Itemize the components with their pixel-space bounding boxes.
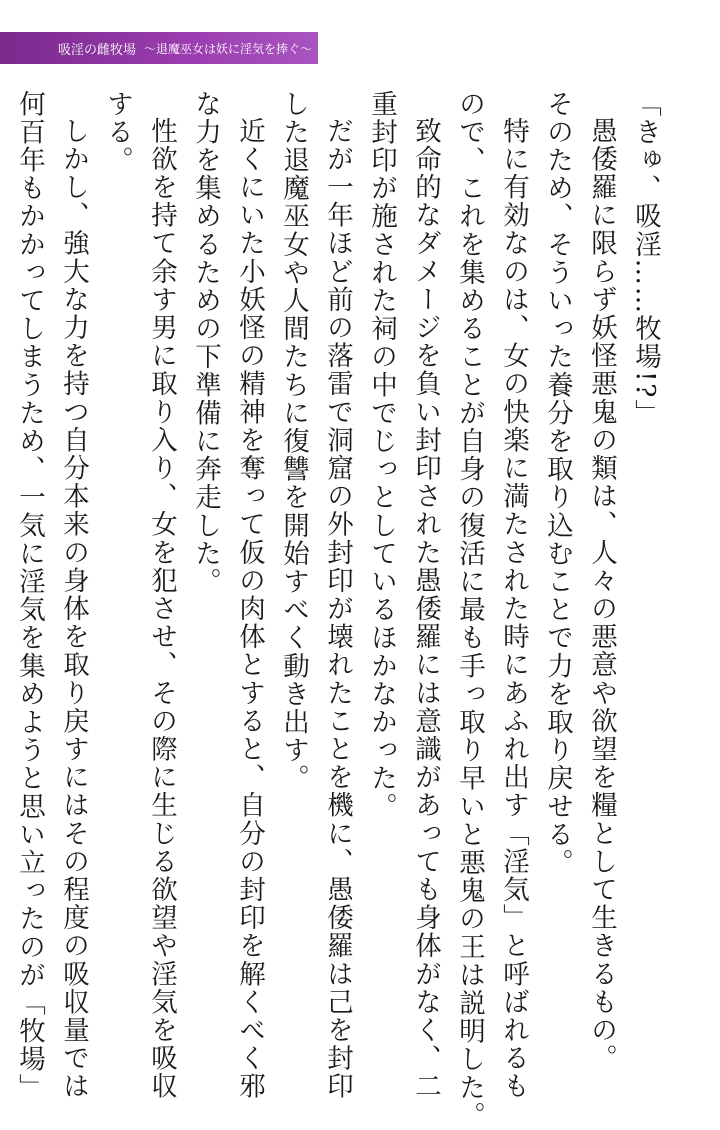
text-line: 致命的なダメージを負い封印された愚倭羅には意識があっても身体がなく、二	[410, 117, 441, 1101]
book-title: 吸淫の雌牧場	[58, 42, 137, 58]
text-line: そのため、そういった養分を取り込むことで力を取り戻せる。	[542, 90, 573, 877]
text-line: 「きゅ、吸淫……牧場!?」	[630, 90, 661, 428]
text-line: な力を集めるための下準備に奔走した。	[190, 90, 221, 596]
text-line: ので、これを集めることが自身の復活に最も手っ取り早いと悪鬼の王は説明した。	[454, 90, 485, 1130]
text-line: 何百年もかかってしまうため、一気に淫気を集めようと思い立ったのが「牧場」	[14, 90, 45, 1102]
header-bar	[0, 32, 318, 64]
text-line: した退魔巫女や人間たちに復讐を開始すべく動き出す。	[278, 90, 309, 793]
text-line: 重封印が施された祠の中でじっとしているほかなかった。	[366, 90, 397, 821]
vertical-text-body	[14, 90, 664, 1130]
text-line: 性欲を持て余す男に取り入り、女を犯させ、その際に生じる欲望や淫気を吸収	[146, 117, 177, 1101]
text-line: しかし、強大な力を持つ自分本来の身体を取り戻すにはその程度の吸収量では	[58, 117, 89, 1101]
text-line: 愚倭羅に限らず妖怪悪鬼の類は、人々の悪意や欲望を糧として生きるもの。	[586, 117, 617, 1073]
text-line: する。	[102, 90, 133, 175]
text-line: 近くにいた小妖怪の精神を奪って仮の肉体とすると、自分の封印を解くべく邪	[234, 117, 265, 1101]
book-subtitle: ～退魔巫女は妖に淫気を捧ぐ～	[144, 41, 313, 56]
text-line: だが一年ほど前の落雷で洞窟の外封印が壊れたことを機に、愚倭羅は己を封印	[322, 117, 353, 1101]
text-line: 特に有効なのは、女の快楽に満たされた時にあふれ出す「淫気」と呼ばれるも	[498, 117, 529, 1101]
